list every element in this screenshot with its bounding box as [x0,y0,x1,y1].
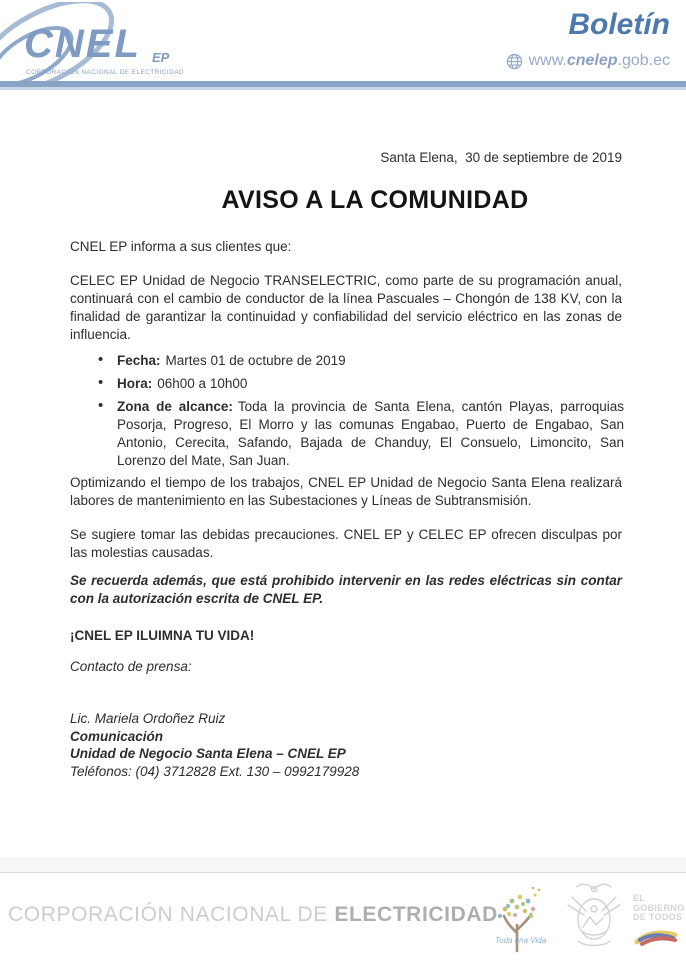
dateline: Santa Elena, 30 de septiembre de 2019 [380,150,622,165]
footer-corporation-text [8,903,498,927]
toda-una-vida-text: Toda una Vida [495,936,547,945]
bullet-hora [70,375,624,393]
paragraph-apology: Se sugiere tomar las debidas precauciones. CNEL EP y CELEC EP ofrecen disculpas por las molestias causadas. [70,527,622,560]
government-label-line2: GOBIERNO [633,902,685,913]
cnel-logo [0,2,209,90]
government-label [633,894,684,923]
tree-canopy-icon [498,887,541,919]
bullet-zona [70,398,624,470]
page-title: AVISO A LA COMUNIDAD [221,186,529,214]
government-label-line3: DE TODOS [633,912,683,922]
bullet-fecha-label: Fecha: [117,353,161,368]
slogan-line: ¡CNEL EP ILUIMNA TU VIDA! [70,628,255,643]
toda-una-vida-logo [487,883,547,953]
laurel-icon [578,941,610,946]
logo-brand-text: CNEL [24,22,141,66]
detail-bullet-list [70,352,624,475]
signature-phones: Teléfonos: (04) 3712828 Ext. 130 – 0992179928 [70,763,360,779]
signature-block [70,710,359,780]
logo-tagline-text: CORPORACIÓN NACIONAL DE ELECTRICIDAD [26,69,184,76]
bullet-zona-label: Zona de alcance: [117,399,233,414]
shield-icon [578,899,610,939]
paragraph-warning: Se recuerda además, que está prohibido intervenir en las redes eléctricas sin contar con la autorización escrita de CNEL EP. [70,573,622,606]
footer-corporation-regular: CORPORACIÓN NACIONAL DE [8,903,335,926]
header-divider-bar [0,81,686,90]
government-label-line1: EL [633,893,646,903]
logo-ep-text: EP [152,50,170,65]
website-line [506,52,670,70]
footer-corporation-bold: ELECTRICIDAD [334,903,498,926]
signature-name: Lic. Mariela Ordoñez Ruiz [70,711,226,726]
signature-department: Comunicación [70,728,164,744]
website-url: www.cnelep.gob.ec [528,52,670,69]
bullet-zona-text: Toda la provincia de Santa Elena, cantón Playas, parroquias Posorja, Progreso, El Morro y las comunas Engabao, Puerto de Engabao, San Antonio, Cerecita, Safando, Bajada de Chanduy, El Consuelo, Limoncito, San Lorenzo del Mate, San Juan. [117,399,624,468]
paragraph-maintenance: Optimizando el tiempo de los trabajos, CNEL EP Unidad de Negocio Santa Elena realizará labores de mantenimiento en las Subestaciones y Líneas de Subtransmisión. [70,475,622,508]
bulletin-label: Boletín [568,8,670,41]
bullet-fecha-text: Martes 01 de octubre de 2019 [165,353,346,368]
bullet-fecha [70,352,624,370]
ecuador-coat-of-arms [558,879,630,955]
bullet-hora-text: 06h00 a 10h00 [157,376,248,391]
bullet-hora-label: Hora: [117,376,153,391]
signature-unit: Unidad de Negocio Santa Elena – CNEL EP [70,746,346,761]
globe-icon [506,53,523,70]
tree-trunk-icon [504,914,531,951]
scan-artifact-band [0,857,686,872]
paragraph-announcement: CELEC EP Unidad de Negocio TRANSELECTRIC, como parte de su programación anual, continuará con el cambio de conductor de la línea Pascuales – Chongón de 138 KV, con la finalidad de garantizar la continuidad y confiabilidad del servicio eléctrico en las zonas de influencia. [70,273,622,342]
press-contact-label: Contacto de prensa: [70,659,192,674]
footer-divider-line [0,872,686,873]
intro-line: CNEL EP informa a sus clientes que: [70,239,292,254]
flag-swoosh-icon [634,926,678,948]
